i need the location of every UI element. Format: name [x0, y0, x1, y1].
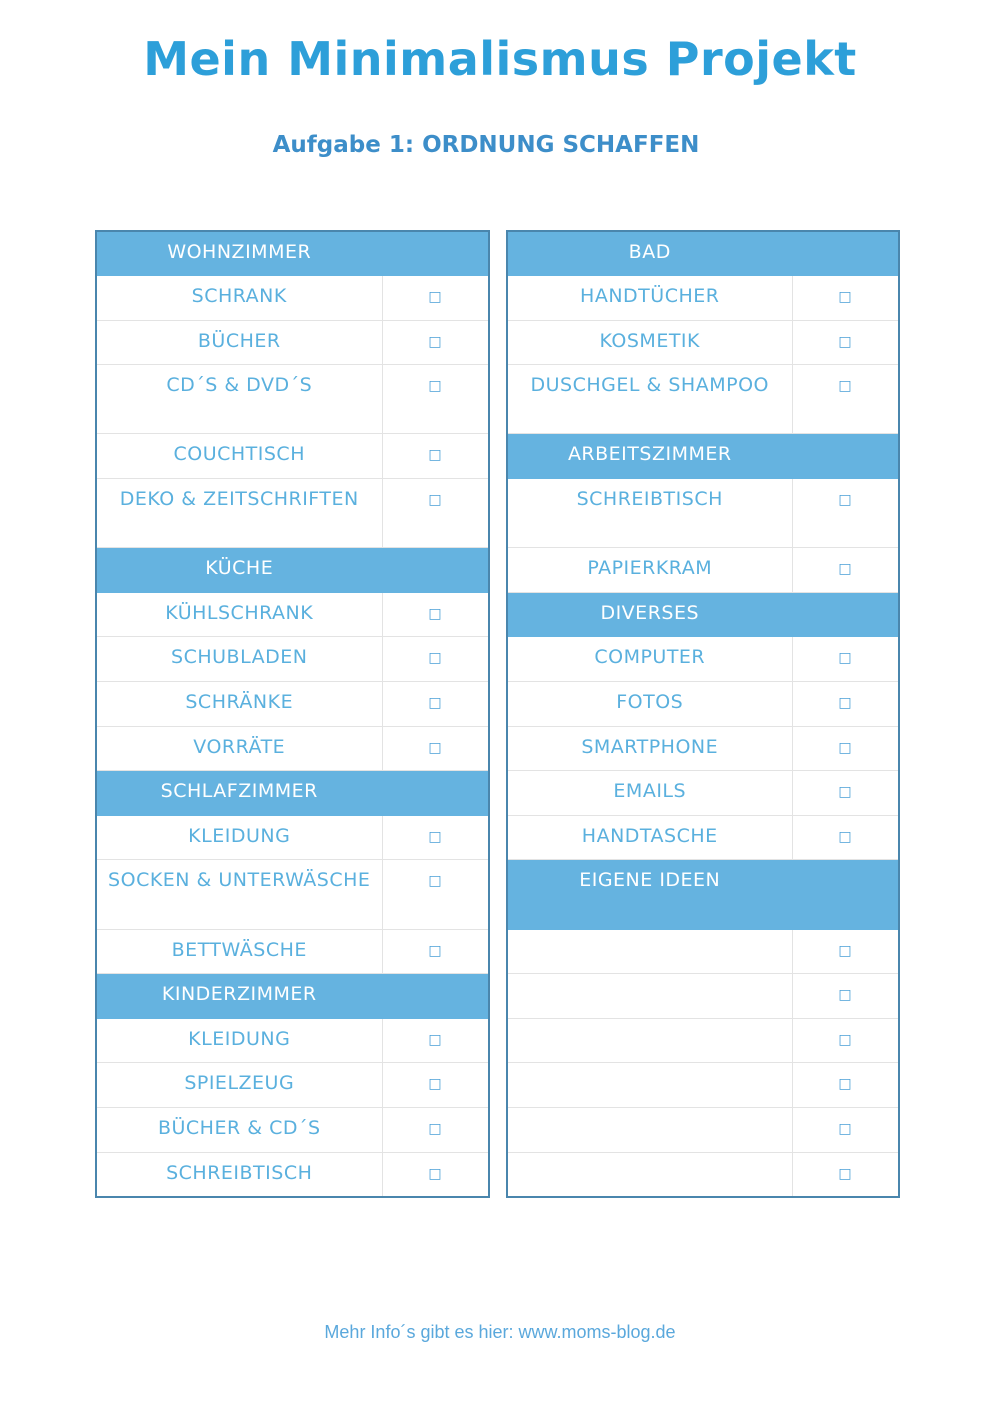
checkbox-icon[interactable]: □: [428, 492, 443, 509]
checkbox-cell: [382, 1018, 489, 1063]
checkbox-icon[interactable]: □: [838, 739, 853, 756]
checkbox-icon[interactable]: □: [838, 561, 853, 578]
checkbox-cell: [792, 1107, 899, 1152]
checkbox-cell: [382, 815, 489, 860]
checklist-row: [96, 592, 489, 637]
checkbox-icon[interactable]: □: [428, 873, 443, 890]
checkbox-cell: [792, 637, 899, 682]
checklist-item-label: COUCHTISCH: [96, 434, 382, 479]
checkbox-cell: [792, 1063, 899, 1108]
checkbox-icon[interactable]: □: [838, 1165, 853, 1182]
checkbox-cell: [382, 434, 489, 479]
checkbox-icon[interactable]: □: [838, 1076, 853, 1093]
checkbox-icon[interactable]: □: [838, 492, 853, 509]
checklist-row: [507, 276, 899, 321]
checkbox-icon[interactable]: □: [428, 1165, 443, 1182]
checklist-item-label: SCHRANK: [96, 276, 382, 321]
section-header-label: BAD: [507, 231, 792, 276]
checklist-item-label: KOSMETIK: [507, 320, 792, 365]
checklist-row: [96, 726, 489, 771]
checklist-item-label: PAPIERKRAM: [507, 548, 792, 593]
section-header: [96, 231, 489, 276]
section-header-label: KINDERZIMMER: [96, 974, 382, 1019]
checklist-row: [96, 929, 489, 974]
checklist-item-label: [507, 1107, 792, 1152]
checkbox-cell: [382, 726, 489, 771]
checklist-row: [96, 276, 489, 321]
checkbox-cell: [382, 479, 489, 548]
checkbox-icon[interactable]: □: [838, 1120, 853, 1137]
checkbox-cell: [792, 365, 899, 434]
checklist-row: [96, 637, 489, 682]
checkbox-cell: [792, 929, 899, 974]
checklist-item-label: KLEIDUNG: [96, 815, 382, 860]
checkbox-cell: [382, 276, 489, 321]
checklist-item-label: [507, 1152, 792, 1197]
checklist-row: [507, 1107, 899, 1152]
section-header: [96, 974, 489, 1019]
checkbox-cell: [792, 974, 899, 1019]
checklist-row: [507, 1063, 899, 1108]
checklist-item-label: HANDTASCHE: [507, 815, 792, 860]
checklist-row: [96, 1063, 489, 1108]
checklist-row: [507, 771, 899, 816]
section-header-spacer: [792, 231, 899, 276]
checkbox-icon[interactable]: □: [428, 333, 443, 350]
section-header-spacer: [792, 592, 899, 637]
checkbox-icon[interactable]: □: [838, 828, 853, 845]
checklist-row: [96, 434, 489, 479]
checkbox-icon[interactable]: □: [838, 1031, 853, 1048]
section-header: [507, 860, 899, 929]
checkbox-icon[interactable]: □: [428, 447, 443, 464]
checkbox-icon[interactable]: □: [428, 1031, 443, 1048]
checklist-item-label: SCHRÄNKE: [96, 682, 382, 727]
section-header: [507, 592, 899, 637]
checkbox-icon[interactable]: □: [428, 695, 443, 712]
checklist-item-label: DUSCHGEL & SHAMPOO: [507, 365, 792, 434]
checklist-row: [507, 929, 899, 974]
checkbox-icon[interactable]: □: [428, 650, 443, 667]
checklist-item-label: HANDTÜCHER: [507, 276, 792, 321]
checkbox-cell: [382, 1152, 489, 1197]
checkbox-cell: [792, 1018, 899, 1063]
checkbox-icon[interactable]: □: [428, 378, 443, 395]
checklist-row: [96, 365, 489, 434]
checklist-item-label: VORRÄTE: [96, 726, 382, 771]
checkbox-icon[interactable]: □: [428, 1076, 443, 1093]
checklist-row: [507, 479, 899, 548]
checkbox-icon[interactable]: □: [838, 333, 853, 350]
section-header-spacer: [382, 771, 489, 816]
footer-link-text[interactable]: Mehr Info´s gibt es hier: www.moms-blog.de: [324, 1322, 676, 1342]
checkbox-cell: [792, 815, 899, 860]
checklist-item-label: [507, 929, 792, 974]
checklist-left-body: [96, 231, 489, 1197]
checklist-row: [96, 479, 489, 548]
section-header: [96, 771, 489, 816]
section-header: [96, 548, 489, 593]
checklist-item-label: FOTOS: [507, 682, 792, 727]
checkbox-icon[interactable]: □: [838, 289, 853, 306]
checklist-right-body: [507, 231, 899, 1197]
checklist-row: [96, 1107, 489, 1152]
section-header-spacer: [382, 548, 489, 593]
checkbox-icon[interactable]: □: [838, 987, 853, 1004]
checklist-row: [507, 548, 899, 593]
checklist-item-label: SOCKEN & UNTERWÄSCHE: [96, 860, 382, 929]
checkbox-icon[interactable]: □: [428, 942, 443, 959]
checklist-row: [96, 1018, 489, 1063]
checklist-row: [507, 974, 899, 1019]
checklist-item-label: KÜHLSCHRANK: [96, 592, 382, 637]
section-header: [507, 231, 899, 276]
checklist-item-label: KLEIDUNG: [96, 1018, 382, 1063]
checkbox-icon[interactable]: □: [838, 378, 853, 395]
checklist-item-label: BETTWÄSCHE: [96, 929, 382, 974]
checkbox-icon[interactable]: □: [428, 828, 443, 845]
checkbox-cell: [792, 771, 899, 816]
checkbox-icon[interactable]: □: [428, 1120, 443, 1137]
section-header-label: ARBEITSZIMMER: [507, 434, 792, 479]
checklist-item-label: [507, 974, 792, 1019]
section-header-label: SCHLAFZIMMER: [96, 771, 382, 816]
checklist-row: [507, 815, 899, 860]
checklist-row: [507, 320, 899, 365]
checkbox-cell: [792, 276, 899, 321]
checkbox-cell: [792, 726, 899, 771]
checkbox-cell: [382, 682, 489, 727]
checklist-item-label: SCHREIBTISCH: [96, 1152, 382, 1197]
checkbox-cell: [382, 365, 489, 434]
checklist-item-label: SCHUBLADEN: [96, 637, 382, 682]
checklist-item-label: [507, 1063, 792, 1108]
checklist-item-label: SMARTPHONE: [507, 726, 792, 771]
checkbox-cell: [792, 479, 899, 548]
checklist-item-label: SPIELZEUG: [96, 1063, 382, 1108]
checkbox-cell: [382, 592, 489, 637]
checkbox-icon[interactable]: □: [838, 942, 853, 959]
checkbox-cell: [382, 637, 489, 682]
section-header-label: WOHNZIMMER: [96, 231, 382, 276]
checkbox-icon[interactable]: □: [838, 784, 853, 801]
checklist-row: [96, 320, 489, 365]
checklist-item-label: COMPUTER: [507, 637, 792, 682]
checklist-row: [507, 1018, 899, 1063]
section-header-label: KÜCHE: [96, 548, 382, 593]
checkbox-cell: [792, 320, 899, 365]
checkbox-cell: [382, 320, 489, 365]
checklist-item-label: BÜCHER: [96, 320, 382, 365]
checklist-row: [96, 1152, 489, 1197]
checklist-item-label: CD´S & DVD´S: [96, 365, 382, 434]
checklist-row: [507, 1152, 899, 1197]
section-header-spacer: [382, 974, 489, 1019]
checkbox-cell: [792, 1152, 899, 1197]
checklist-row: [507, 637, 899, 682]
checklist-right: [506, 230, 900, 1198]
checkbox-icon[interactable]: □: [428, 605, 443, 622]
checklist-item-label: DEKO & ZEITSCHRIFTEN: [96, 479, 382, 548]
checklist-item-label: EMAILS: [507, 771, 792, 816]
checklist-item-label: BÜCHER & CD´S: [96, 1107, 382, 1152]
checklist-left: [95, 230, 490, 1198]
checkbox-cell: [382, 1063, 489, 1108]
section-header: [507, 434, 899, 479]
checklist-row: [507, 365, 899, 434]
checkbox-icon[interactable]: □: [428, 289, 443, 306]
checklist-row: [96, 682, 489, 727]
checkbox-cell: [382, 929, 489, 974]
checkbox-cell: [792, 682, 899, 727]
section-header-spacer: [792, 860, 899, 929]
checklist-row: [507, 726, 899, 771]
checklist-row: [96, 860, 489, 929]
section-header-label: EIGENE IDEEN: [507, 860, 792, 929]
checklist-row: [507, 682, 899, 727]
page-title: Mein Minimalismus Projekt: [143, 32, 857, 86]
checklist-item-label: SCHREIBTISCH: [507, 479, 792, 548]
checkbox-icon[interactable]: □: [838, 695, 853, 712]
page-subtitle: Aufgabe 1: ORDNUNG SCHAFFEN: [272, 132, 700, 158]
checklist-row: [96, 815, 489, 860]
section-header-spacer: [382, 231, 489, 276]
checkbox-cell: [382, 1107, 489, 1152]
checkbox-icon[interactable]: □: [428, 739, 443, 756]
checkbox-cell: [382, 860, 489, 929]
checklist-item-label: [507, 1018, 792, 1063]
section-header-spacer: [792, 434, 899, 479]
checkbox-icon[interactable]: □: [838, 650, 853, 667]
section-header-label: DIVERSES: [507, 592, 792, 637]
checkbox-cell: [792, 548, 899, 593]
